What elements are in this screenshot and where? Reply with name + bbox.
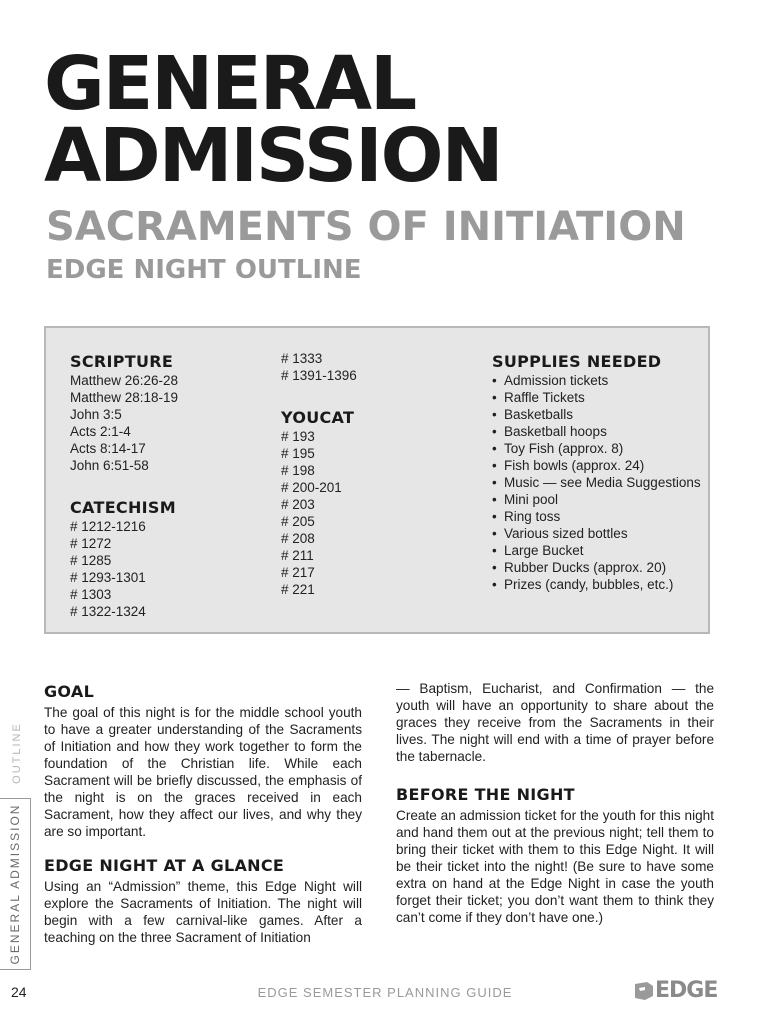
catechism-item: # 1333 xyxy=(281,351,323,366)
youcat-item: # 195 xyxy=(281,446,315,461)
sidebar-section-tab xyxy=(0,798,31,970)
supplies-item: • Various sized bottles xyxy=(492,525,702,542)
youcat-heading: YOUCAT xyxy=(281,408,355,427)
youcat-item: # 200-201 xyxy=(281,480,342,495)
youcat-item: # 211 xyxy=(281,548,314,563)
supplies-item: • Music — see Media Suggestions xyxy=(492,474,702,491)
supplies-heading: SUPPLIES NEEDED xyxy=(492,352,662,371)
page-subtitle: SACRAMENTS OF INITIATION xyxy=(46,204,686,250)
supplies-item: • Prizes (candy, bubbles, etc.) xyxy=(492,576,702,593)
title-line-1: GENERAL xyxy=(44,41,416,127)
scripture-item: Matthew 28:18-19 xyxy=(70,390,179,405)
catechism-item: # 1303 xyxy=(70,587,112,602)
before-section xyxy=(396,785,714,926)
youcat-item: # 217 xyxy=(281,565,315,580)
resources-column-3 xyxy=(492,346,702,593)
catechism-item: # 1212-1216 xyxy=(70,519,146,534)
glance-text-part-1: Using an “Admission” theme, this Edge Night will explore the Sacraments of Initiation. The night will begin with a few carnival-like games. After a teaching on the three Sacrament of Initiation xyxy=(44,879,362,945)
youcat-item: # 205 xyxy=(281,514,315,529)
supplies-item: • Mini pool xyxy=(492,491,702,508)
scripture-item: John 3:5 xyxy=(70,407,122,422)
before-text: Create an admission ticket for the youth for this night and hand them out at the previous night; tell them to bring their ticket with them to this Edge Night. It will be their ticket into the night! (Be sure to have some extra on hand at the Edge Night in case the youth forget their ticket; you don’t want them to think they can’t come if they don’t have one.) xyxy=(396,808,714,925)
supplies-item: • Rubber Ducks (approx. 20) xyxy=(492,559,702,576)
catechism-item: # 1322-1324 xyxy=(70,604,146,619)
supplies-item: • Fish bowls (approx. 24) xyxy=(492,457,702,474)
page-number: 24 xyxy=(11,984,27,1000)
catechism-item: # 1293-1301 xyxy=(70,570,146,585)
before-heading: BEFORE THE NIGHT xyxy=(396,785,575,804)
catechism-item: # 1272 xyxy=(70,536,112,551)
supplies-item: • Large Bucket xyxy=(492,542,702,559)
youcat-list xyxy=(281,428,461,598)
glance-heading: EDGE NIGHT AT A GLANCE xyxy=(44,856,285,875)
scripture-item: John 6:51-58 xyxy=(70,458,149,473)
youcat-item: # 208 xyxy=(281,531,315,546)
resources-column-2 xyxy=(281,350,461,598)
scripture-heading: SCRIPTURE xyxy=(70,352,174,371)
youcat-item: # 203 xyxy=(281,497,315,512)
scripture-list xyxy=(70,372,260,474)
edge-logo xyxy=(633,978,728,1004)
catechism-heading: CATECHISM xyxy=(70,498,176,517)
page-subtitle-secondary: EDGE NIGHT OUTLINE xyxy=(46,255,362,285)
glance-section xyxy=(44,856,362,946)
goal-heading: GOAL xyxy=(44,682,95,701)
youcat-item: # 193 xyxy=(281,429,315,444)
supplies-item: • Raffle Tickets xyxy=(492,389,702,406)
spacer xyxy=(70,474,260,492)
youcat-item: # 221 xyxy=(281,582,315,597)
glance-text-part-2: — Baptism, Eucharist, and Confirmation — the youth will have an opportunity to share about the graces they receive from the Sacraments in their lives. The night will end with a time of prayer before the tabernacle. xyxy=(396,681,714,764)
sidebar-outline-text: OUTLINE xyxy=(11,722,23,784)
sidebar-tab-text: GENERAL ADMISSION xyxy=(8,803,22,965)
goal-text: The goal of this night is for the middle school youth to have a greater understanding of the Sacraments of Initiation and how they work together to form the foundation of the Christian life. While each Sacrament will be briefly discussed, the emphasis of the night is on the graces received in each Sacrament, how they affect our lives, and why they are so important. xyxy=(44,705,362,839)
logo-mark-icon xyxy=(633,980,655,1002)
supplies-item: • Basketball hoops xyxy=(492,423,702,440)
goal-section xyxy=(44,682,362,840)
supplies-list xyxy=(492,372,702,593)
sidebar-outline-label xyxy=(9,718,25,788)
supplies-item: • Admission tickets xyxy=(492,372,702,389)
supplies-item: • Toy Fish (approx. 8) xyxy=(492,440,702,457)
resources-column-1 xyxy=(70,346,260,620)
catechism-list xyxy=(70,518,260,620)
footer-title: EDGE SEMESTER PLANNING GUIDE xyxy=(257,985,513,1000)
catechism-item: # 1391-1396 xyxy=(281,368,357,383)
catechism-item: # 1285 xyxy=(70,553,112,568)
scripture-item: Acts 2:1-4 xyxy=(70,424,131,439)
spacer xyxy=(281,384,461,402)
page-title xyxy=(44,41,502,199)
logo-wordmark: EDGE xyxy=(655,978,718,1003)
supplies-item: • Ring toss xyxy=(492,508,702,525)
scripture-item: Acts 8:14-17 xyxy=(70,441,146,456)
youcat-item: # 198 xyxy=(281,463,315,478)
title-line-2: ADMISSION xyxy=(44,113,502,199)
glance-continued xyxy=(396,680,714,765)
resources-box xyxy=(44,326,710,634)
supplies-item: • Basketballs xyxy=(492,406,702,423)
scripture-item: Matthew 26:26-28 xyxy=(70,373,179,388)
